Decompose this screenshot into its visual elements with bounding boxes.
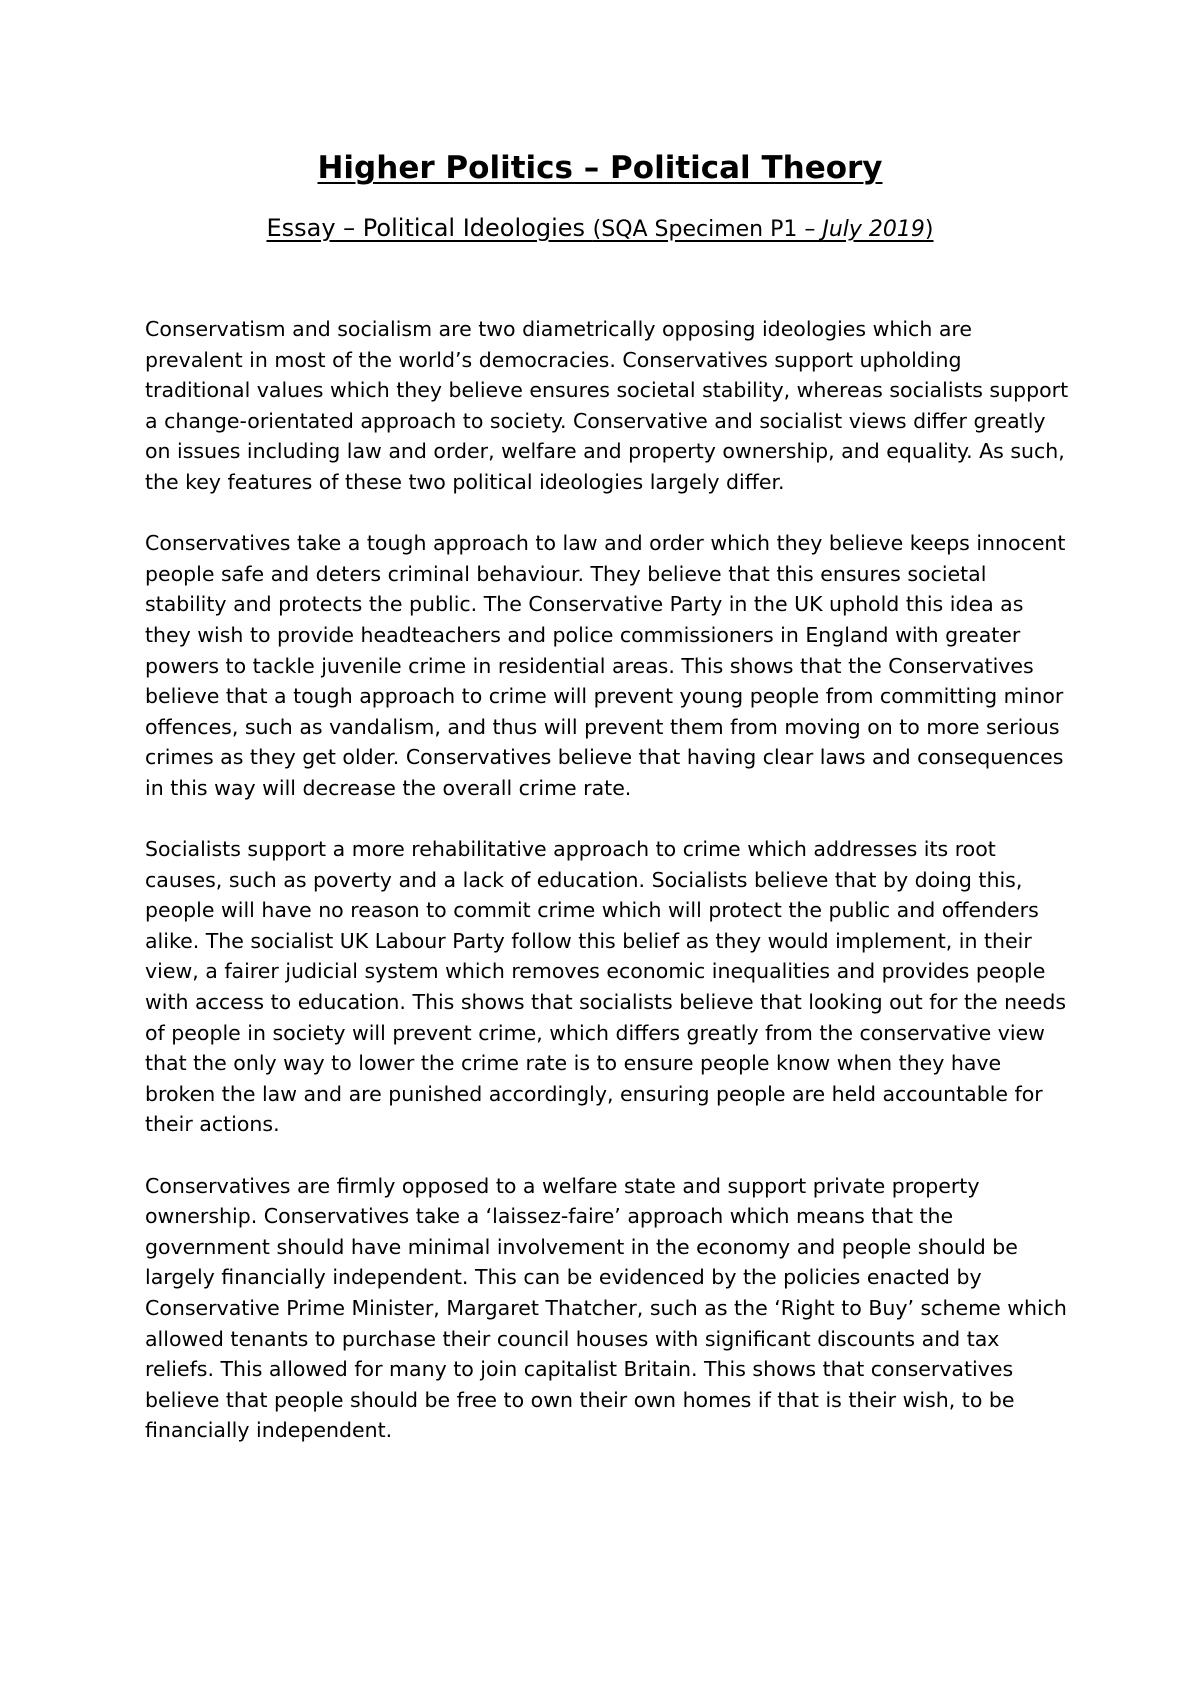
paragraph-conservative-law-order: Conservatives take a tough approach to law and order which they believe keeps innocent people safe and deters criminal behaviour. They believe that this ensures societal stability and protects the public. The Conservative Party in the UK uphold this idea as they wish to provide headteachers and police commissioners in England with greater powers to tackle juvenile crime in residential areas. This shows that the Conservatives believe that a tough approach to crime will prevent young people from committing minor offences, such as vandalism, and thus will prevent them from moving on to more serious crimes as they get older. Conservatives believe that having clear laws and consequences in this way will decrease the overall crime rate. (145, 531, 1066, 800)
essay-body (145, 314, 1070, 1477)
subtitle-close: ) (924, 217, 934, 242)
paragraph-introduction: Conservatism and socialism are two diametrically opposing ideologies which are prevalent in most of the world’s democracies. Conservatives support upholding traditional values which they believe ensures societal stability, whereas socialists support a change-orientated approach to society. Conservative and socialist views differ greatly on issues including law and order, welfare and property ownership, and equality. As such, the key features of these two political ideologies largely differ. (145, 317, 1069, 494)
document-title (0, 148, 1200, 188)
paragraph-conservative-welfare: Conservatives are firmly opposed to a welfare state and support private property ownership. Conservatives take a ‘laissez-faire’ approach which means that the government should have minimal involvement in the economy and people should be largely financially independent. This can be evidenced by the policies enacted by Conservative Prime Minister, Margaret Thatcher, such as the ‘Right to Buy’ scheme which allowed tenants to purchase their council houses with significant discounts and tax reliefs. This allowed for many to join capitalist Britain. This shows that conservatives believe that people should be free to own their own homes if that is their wish, to be financially independent. (145, 1173, 1067, 1443)
paragraph-socialist-law-order: Socialists support a more rehabilitative approach to crime which addresses its root causes, such as poverty and a lack of education. Socialists believe that by doing this, people will have no reason to commit crime which will protect the public and offenders alike. The socialist UK Labour Party follow this belief as they would implement, in their view, a fairer judicial system which removes economic inequalities and provides people with access to education. This shows that socialists believe that looking out for the needs of people in society will prevent crime, which differs greatly from the conservative view that the only way to lower the crime rate is to ensure people know when they have broken the law and are punished accordingly, ensuring people are held accountable for their actions. (145, 837, 1067, 1137)
subtitle-specimen: (SQA Specimen P1 – (592, 217, 823, 242)
subtitle-date: July 2019 (822, 217, 925, 242)
document-title-text: Higher Politics – Political Theory (317, 150, 883, 186)
document-subtitle (0, 212, 1200, 246)
subtitle-main: Essay – Political Ideologies (266, 214, 593, 242)
